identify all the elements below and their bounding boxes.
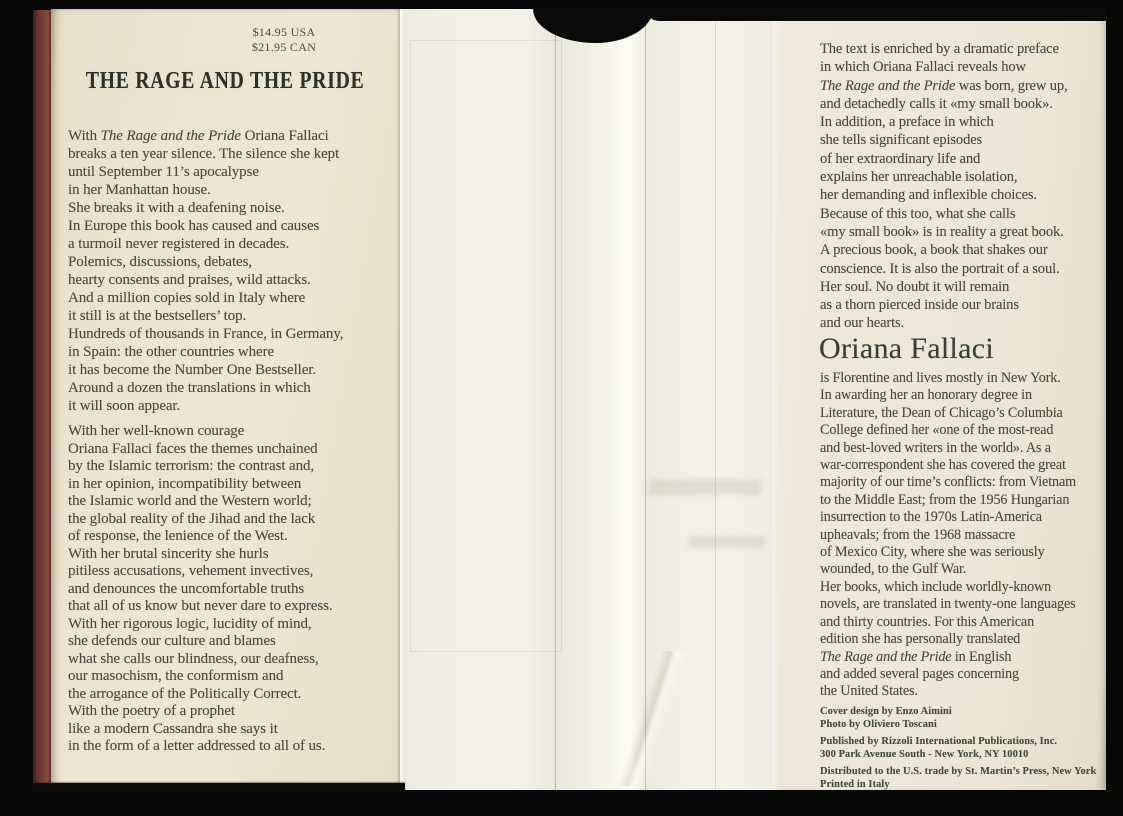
text-line: like a modern Cassandra she says it xyxy=(68,720,278,737)
text-line: She breaks it with a deafening noise. xyxy=(68,200,285,216)
text-line: of Mexico City, where she was seriously xyxy=(820,544,1045,561)
author-heading: Oriana Fallaci xyxy=(819,332,994,365)
price-usa: $14.95 USA xyxy=(252,25,316,39)
distribution-credits xyxy=(820,766,1096,791)
text-line: the global reality of the Jihad and the lack xyxy=(68,510,316,527)
text-line: Oriana Fallaci faces the themes unchained xyxy=(68,440,318,457)
book-board-edge xyxy=(33,10,51,786)
credits-block xyxy=(820,706,1096,796)
text-line: With her well-known courage xyxy=(68,423,245,439)
text-line: and thirty countries. For this American xyxy=(820,613,1035,630)
jacket-back-panel xyxy=(399,9,773,790)
text-line: With her brutal sincerity she hurls xyxy=(68,545,269,562)
text-line: she tells significant episodes xyxy=(820,132,983,149)
text-line: is Florentine and lives mostly in New York. xyxy=(820,370,1061,386)
price-can: $21.95 CAN xyxy=(251,40,317,54)
text-line: And a million copies sold in Italy where xyxy=(68,290,306,306)
text-line: With the poetry of a prophet xyxy=(68,703,235,719)
text-line: she defends our culture and blames xyxy=(68,633,276,649)
show-through-smudge xyxy=(688,536,766,548)
text-line: The Rage and the Pride in English xyxy=(820,648,1012,665)
text-line: «my small book» is in reality a great book. xyxy=(820,223,1064,240)
book-title xyxy=(51,67,399,95)
author-bio-paragraph xyxy=(820,370,1076,701)
back-flap xyxy=(773,9,1106,790)
design-credits xyxy=(820,706,1096,731)
text-line: conscience. It is also the portrait of a soul. xyxy=(820,260,1060,277)
price-block xyxy=(211,25,357,55)
photo-edge-strip xyxy=(33,783,405,791)
text-line: the arrogance of the Politically Correct. xyxy=(68,685,302,702)
text-line: of her extraordinary life and xyxy=(820,150,981,167)
text-line: in Spain: the other countries where xyxy=(68,344,275,360)
text-line: of response, the lenience of the West. xyxy=(68,528,288,544)
text-line: 300 Park Avenue South - New York, NY 10010 xyxy=(820,748,1029,760)
text-line: Polemics, discussions, debates, xyxy=(68,254,252,270)
text-line: Cover design by Enzo Aimini xyxy=(820,706,952,717)
diagonal-crease xyxy=(560,639,738,800)
front-flap-paragraph-1 xyxy=(68,127,343,415)
text-line: Distributed to the U.S. trade by St. Martin’s Press, New York xyxy=(820,766,1097,777)
text-line: The Rage and the Pride was born, grew up, xyxy=(820,77,1068,94)
text-line: Because of this too, what she calls xyxy=(820,205,1016,222)
embossed-border-ghost xyxy=(410,40,562,652)
text-line: that all of us know but never dare to express. xyxy=(68,598,333,614)
text-line: breaks a ten year silence. The silence she kept xyxy=(68,146,340,162)
show-through-smudge xyxy=(648,479,762,495)
text-line: it will soon appear. xyxy=(68,398,181,414)
text-line: In Europe this book has caused and causes xyxy=(68,218,320,234)
text-line: Photo by Oliviero Toscani xyxy=(820,718,937,730)
text-line: insurrection to the 1970s Latin-America xyxy=(820,509,1042,526)
text-line: With The Rage and the Pride Oriana Fallaci xyxy=(68,128,329,144)
text-line: the United States. xyxy=(820,683,918,700)
text-line: and detachedly calls it «my small book». xyxy=(820,95,1053,112)
text-line: our masochism, the conformism and xyxy=(68,668,284,684)
text-line: by the Islamic terrorism: the contrast and, xyxy=(68,458,315,474)
text-line: in her opinion, incompatibility between xyxy=(68,475,302,492)
text-line: and added several pages concerning xyxy=(820,665,1019,682)
text-line: The text is enriched by a dramatic preface xyxy=(820,41,1059,57)
text-line: and our hearts. xyxy=(820,315,905,332)
text-line: in which Oriana Fallaci reveals how xyxy=(820,59,1026,76)
text-line: Literature, the Dean of Chicago’s Columbia xyxy=(820,404,1063,421)
text-line: pitiless accusations, vehement invectives, xyxy=(68,563,314,579)
text-line: to the Middle East; from the 1956 Hungarian xyxy=(820,491,1070,508)
text-line: A precious book, a book that shakes our xyxy=(820,242,1048,259)
fold-highlight-left xyxy=(400,9,404,790)
back-flap-paragraph xyxy=(820,40,1068,333)
text-line: war-correspondent she has covered the great xyxy=(820,457,1066,474)
text-line: upheavals; from the 1968 massacre xyxy=(820,526,1016,543)
text-line: her demanding and inflexible choices. xyxy=(820,187,1037,204)
text-line: explains her unreachable isolation, xyxy=(820,169,1018,186)
text-line: what she calls our blindness, our deafness, xyxy=(68,650,319,667)
text-line: novels, are translated in twenty-one languages xyxy=(820,596,1076,613)
text-line: Around a dozen the translations in which xyxy=(68,380,311,396)
text-line: until September 11’s apocalypse xyxy=(68,164,259,180)
text-line: and denounces the uncomfortable truths xyxy=(68,580,305,597)
text-line: a turmoil never registered in decades. xyxy=(68,236,290,252)
text-line: Printed in Italy xyxy=(820,778,890,790)
text-line: edition she has personally translated xyxy=(820,631,1021,648)
text-line: hearty consents and praises, wild attacks. xyxy=(68,272,311,288)
front-flap xyxy=(51,9,399,790)
fold-line-front xyxy=(399,9,400,790)
text-line: College defined her «one of the most-read xyxy=(820,422,1054,439)
text-line: Her soul. No doubt it will remain xyxy=(820,278,1010,295)
dust-jacket-spread xyxy=(33,9,1106,790)
text-line: in the form of a letter addressed to all of us. xyxy=(68,738,326,754)
text-line: In addition, a preface in which xyxy=(820,114,994,131)
text-line: wounded, to the Gulf War. xyxy=(820,561,967,578)
text-line: it has become the Number One Bestseller. xyxy=(68,362,317,378)
text-line: Hundreds of thousands in France, in Germany, xyxy=(68,326,344,342)
text-line: as a thorn pierced inside our brains xyxy=(820,297,1019,314)
text-line: and best-loved writers in the world». As a xyxy=(820,439,1051,456)
text-line: the Islamic world and the Western world; xyxy=(68,493,312,509)
front-flap-paragraph-2 xyxy=(68,423,333,756)
text-line: With her rigorous logic, lucidity of mind, xyxy=(68,615,312,632)
book-title-text: THE RAGE AND THE PRIDE xyxy=(85,67,365,94)
text-line: it still is at the bestsellers’ top. xyxy=(68,308,247,324)
publisher-credits xyxy=(820,736,1096,761)
text-line: in her Manhattan house. xyxy=(68,182,211,198)
text-line: Published by Rizzoli International Publications, Inc. xyxy=(820,736,1058,747)
text-line: In awarding her an honorary degree in xyxy=(820,387,1032,404)
photo-edge-strip xyxy=(645,7,1106,21)
text-line: majority of our time’s conflicts: from Vietnam xyxy=(820,474,1076,491)
text-line: Her books, which include worldly-known xyxy=(820,578,1052,595)
